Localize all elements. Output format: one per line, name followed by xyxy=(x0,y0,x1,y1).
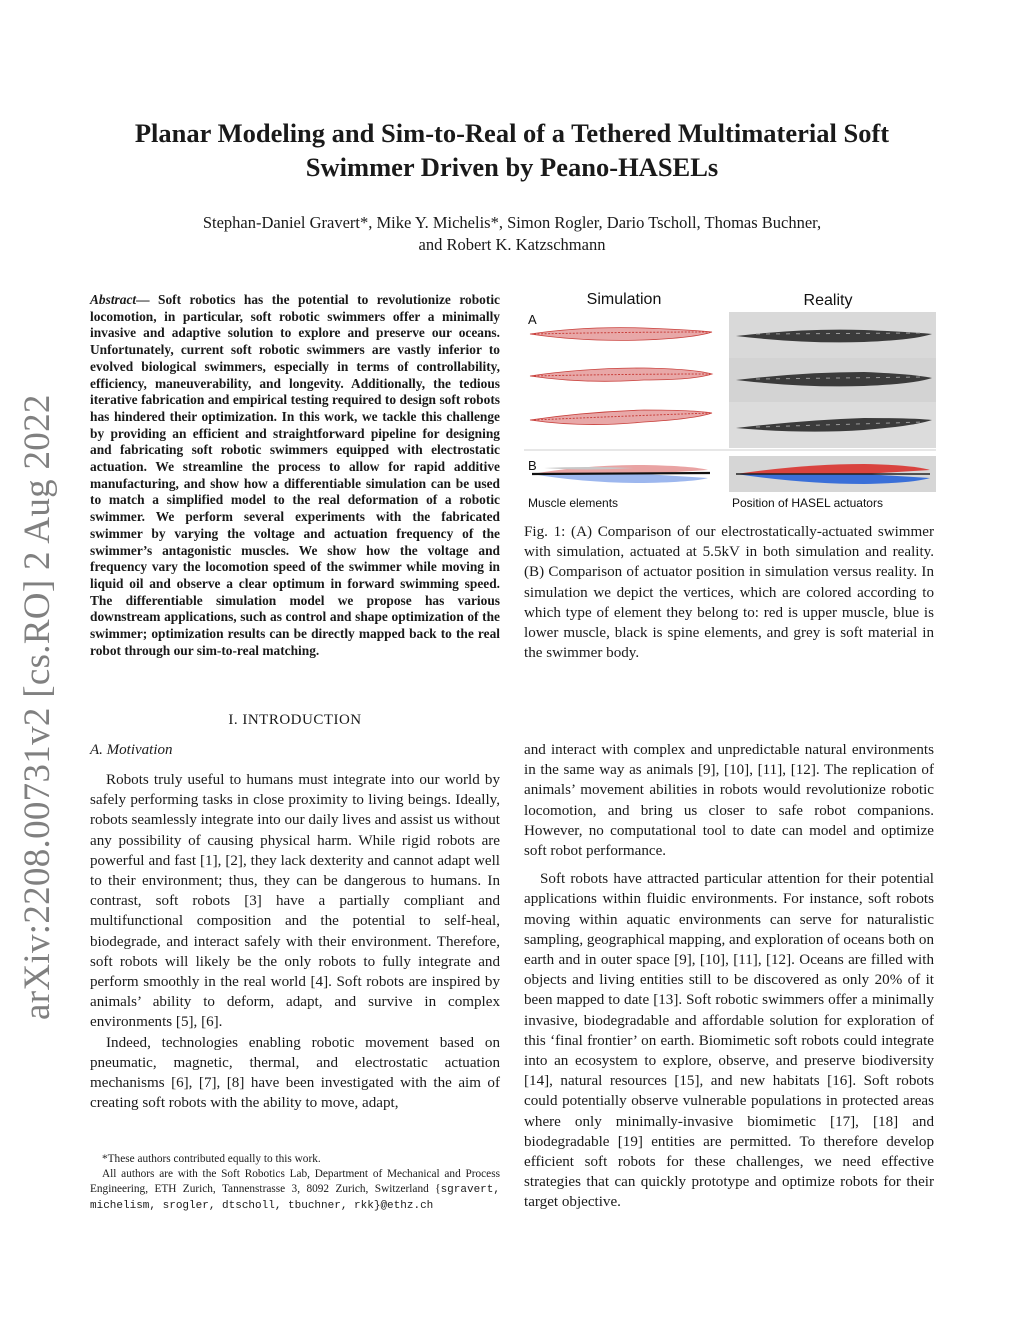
abstract-text: Soft robotics has the potential to revolutionize robotic locomotion, in particular, soft robotic swimmers offer a minimally invasive and adaptive solution to explore and preserve our oceans. Unfortunately, current soft robotic swimmers are vastly inferior to evolved biological swimmers, especially in terms of controllability, efficiency, maneuverability, and longevity. Additionally, the tedious iterative fabrication and empirical testing required to design soft robots has hindered their optimization. In this work, we tackle this challenge by providing an efficient and straightforward pipeline for designing and fabricating soft robotic swimmers equipped with electrostatic actuation. We streamline the process to allow for rapid additive manufacturing, and show how a differentiable simulation can be used to match a simplified model to the real deformation of a robotic swimmer. We perform several experiments with the fabricated swimmer by varying the voltage and actuation frequency of the swimmer’s antagonistic muscles. We show how the voltage and frequency vary the locomotion speed of the swimmer while moving in liquid oil and observe a clear optimum in forward swimming speed. The differentiable simulation model we propose has various downstream applications, such as control and shape optimization of the swimmer; optimization results can be directly mapped back to the real robot through our sim-to-real matching. xyxy=(90,292,500,658)
simulation-swimmer-1 xyxy=(530,328,712,341)
paper-title: Planar Modeling and Sim-to-Real of a Tethered Multimaterial Soft Swimmer Driven by Peano-HASELs xyxy=(134,118,890,182)
figure-label-simulation: Simulation xyxy=(586,291,662,308)
simulation-swimmer-2 xyxy=(530,368,712,381)
reality-hasel-actuator-photo xyxy=(729,456,936,492)
arxiv-identifier: arXiv:2208.00731v2 [cs.RO] 2 Aug 2022 xyxy=(17,394,58,1020)
abstract-dash: — xyxy=(136,292,159,307)
footnote-domain: }@ethz.ch xyxy=(373,1200,434,1212)
paragraph: and interact with complex and unpredictable natural environments in the same way as animals [9], [10], [11], [12]. The replication of animals’ movement abilities in robots would revolutionize robotic locomotion, and bring us closer to safe robot companions. However, no computational tool to date can model and optimize soft robot performance. xyxy=(524,742,934,860)
left-column-body xyxy=(90,770,500,1113)
simulation-swimmer-3 xyxy=(530,410,712,425)
figure-label-muscle-elements: Muscle elements xyxy=(528,496,619,510)
footnote-equal-contribution: *These authors contributed equally to this work. xyxy=(102,1153,321,1165)
authors-line-1: Stephan-Daniel Gravert*, Mike Y. Michelis*, Simon Rogler, Dario Tscholl, Thomas Buchner, xyxy=(202,213,822,232)
footnote xyxy=(90,1152,500,1214)
reality-photo-1 xyxy=(729,312,936,358)
footnote-affiliation: All authors are with the Soft Robotics Lab, Department of Mechanical and Process Engineering, ETH Zurich, Tannenstrasse 3, 8092 Zurich, Switzerland {sgravert, michelism, srogler, dtscholl, tbuchner, rkk}@ethz.ch xyxy=(90,1168,500,1212)
subsection-heading-motivation: A. Motivation xyxy=(90,742,173,758)
figure-label-reality: Reality xyxy=(803,292,853,309)
figure-label-hasel-position: Position of HASEL actuators xyxy=(732,496,883,510)
author-list xyxy=(110,212,914,256)
figure-panel-a-label: A xyxy=(528,312,537,327)
figure-1-graphic xyxy=(524,288,936,514)
section-heading-introduction: I. INTRODUCTION xyxy=(228,712,362,728)
abstract-label: Abstract xyxy=(90,292,137,307)
right-column-body xyxy=(524,740,934,1213)
simulation-muscle-elements xyxy=(532,465,710,483)
figure-1-caption: Fig. 1: (A) Comparison of our electrostatically-actuated swimmer with simulation, actuated at 5.5kV in both simulation and reality. (B) Comparison of actuator position in simulation versus reality. In simulation we depict the vertices, which are colored according to which type of element they belong to: red is upper muscle, blue is lower muscle, black is spine elements, and grey is soft material in the swimmer body. xyxy=(524,524,934,662)
footnote-emails: sgravert, michelism, srogler, dtscholl, tbuchner, rkk xyxy=(90,1184,500,1212)
authors-line-2: and Robert K. Katzschmann xyxy=(418,235,606,254)
abstract xyxy=(90,292,500,659)
reality-photo-2 xyxy=(729,358,936,402)
paragraph: Indeed, technologies enabling robotic movement based on pneumatic, magnetic, thermal, and electrostatic actuation mechanisms [6], [7], [8] have been investigated with the aim of creating soft robots with the ability to move, adapt, xyxy=(90,1034,500,1112)
figure-panel-b-label: B xyxy=(528,458,537,473)
paragraph: Soft robots have attracted particular attention for their potential applications within fluidic environments. For instance, soft robots moving within aquatic environments can serve for naturalistic sampling, geographical mapping, and exploration of oceans both on earth and in outer space [9], [10], [11], [12]. Oceans are filled with objects and living entities still to be discovered as only 20% of it been mapped to date [13]. Soft robotic swimmers offer a minimally invasive, biodegradable and affordable solution for exploration of this ‘final frontier’ on earth. Biomimetic soft robots could integrate into an ecosystem to explore, observe, and preserve biodiversity [14], natural resources [15], and new habitats [16]. Soft robots could potentially observe vulnerable populations in protected areas where only minimally-invasive biomimetic [17], [18] and biodegradable [19] entities are permitted. To therefore develop efficient soft robots for these challenges, we need effective strategies that can quickly prototype and optimize robots for their target objective. xyxy=(524,871,934,1211)
paragraph: Robots truly useful to humans must integrate into our world by safely performing tasks in close proximity to living beings. Ideally, robots seamlessly integrate into our daily lives and assist us without any possibility of causing physical harm. While rigid robots are powerful and fast [1], [2], they lack dexterity and cannot adapt well to their environment; thus, they can be dangerous to humans. In contrast, soft robots [3] have a partially compliant and multifunctional composition and the potential to self-heal, biodegrade, and interact safely with their environment. Therefore, soft robots will likely be the only robots to fully integrate and perform smoothly in the real world [4]. Soft robots are inspired by animals’ ability to deform, adapt, and survive in complex environments [5], [6]. xyxy=(90,772,500,1031)
reality-photo-3 xyxy=(729,402,936,448)
figure-1 xyxy=(524,288,936,514)
